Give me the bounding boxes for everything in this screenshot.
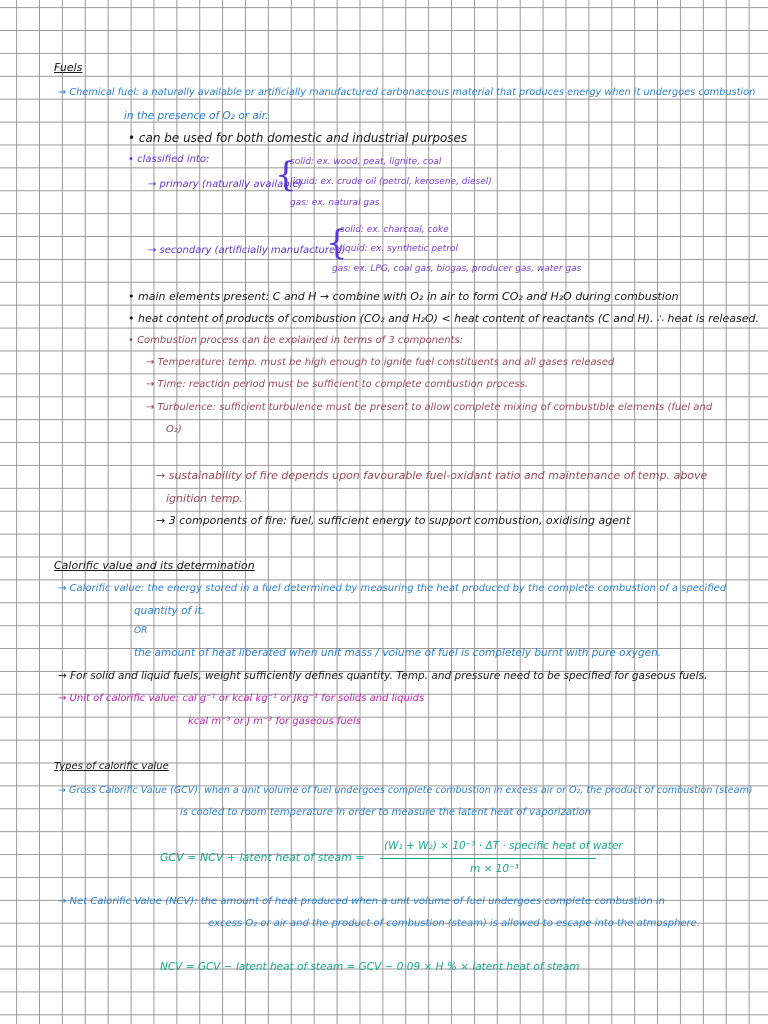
- time-component: → Time: reaction period must be sufficient to complete combustion process.: [146, 379, 529, 390]
- primary-liquid: liquid: ex. crude oil (petrol, kerosene, diesel): [290, 177, 492, 187]
- secondary-solid: solid: ex. charcoal, coke: [340, 225, 449, 235]
- main-elements: • main elements present: C and H → combine with O₂ in air to form CO₂ and H₂O during combustion: [128, 290, 679, 303]
- gcv-definition-cont: is cooled to room temperature in order to measure the latent heat of vaporization: [180, 807, 592, 818]
- temperature-component: → Temperature: temp. must be high enough to ignite fuel constituents and all gases released: [146, 357, 615, 368]
- calorific-value-definition: → Calorific value: the energy stored in a fuel determined by measuring the heat produced by the complete combustion of a specified: [58, 583, 727, 594]
- secondary-liquid: liquid: ex. synthetic petrol: [340, 244, 458, 254]
- ncv-definition-cont: excess O₂ or air and the product of combustion (steam) is allowed to escape into the atmosphere.: [208, 918, 700, 929]
- bullet-classified: • classified into:: [128, 154, 210, 165]
- sustainability-note-cont: ignition temp.: [166, 492, 243, 505]
- primary-gas: gas: ex. natural gas: [290, 198, 380, 208]
- gcv-fraction-bar: [380, 858, 596, 859]
- bullet-uses: • can be used for both domestic and industrial purposes: [128, 131, 468, 145]
- calorific-value-definition-cont: quantity of it.: [134, 605, 205, 617]
- secondary-brace-icon: {: [326, 223, 348, 263]
- sustainability-note: → sustainability of fire depends upon favourable fuel-oxidant ratio and maintenance of temp. above: [156, 469, 708, 482]
- gcv-equation-lhs: GCV = NCV + latent heat of steam =: [160, 851, 365, 864]
- unit-line-2: kcal m⁻³ or J m⁻³ for gaseous fuels: [188, 716, 361, 727]
- ncv-equation: NCV = GCV − latent heat of steam = GCV − 0·09 × H % × latent heat of steam: [160, 961, 580, 973]
- combustion-process: • Combustion process can be explained in terms of 3 components:: [128, 335, 464, 346]
- unit-line-1: → Unit of calorific value: cal g⁻¹ or kcal kg⁻¹ or Jkg⁻¹ for solids and liquids: [58, 693, 425, 704]
- gcv-definition: → Gross Calorific Value (GCV): when a unit volume of fuel undergoes complete combustion in excess air or O₂, the product of combustion (steam): [58, 785, 753, 796]
- chemical-fuel-definition: → Chemical fuel: a naturally available or artificially manufactured carbonaceous material that produces energy when it undergoes combustion: [58, 87, 756, 98]
- primary-solid: solid: ex. wood, peat, lignite, coal: [290, 157, 442, 167]
- secondary-label: → secondary (artificially manufactured): [148, 245, 346, 256]
- fire-components: → 3 components of fire: fuel, sufficient energy to support combustion, oxidising agent: [156, 514, 631, 527]
- turbulence-component-cont: O₂): [166, 424, 182, 435]
- primary-brace-icon: {: [275, 155, 297, 195]
- chemical-fuel-definition-cont: in the presence of O₂ or air.: [124, 110, 269, 122]
- secondary-gas: gas: ex. LPG, coal gas, biogas, producer gas, water gas: [332, 264, 582, 274]
- heading-fuels: Fuels: [54, 61, 83, 74]
- turbulence-component: → Turbulence: sufficient turbulence must be present to allow complete mixing of combustible elements (fuel and: [146, 402, 713, 413]
- or-separator: OR: [134, 626, 148, 636]
- solid-liquid-note: → For solid and liquid fuels, weight sufficiently defines quantity. Temp. and pressure need to be specified for gaseous fuels.: [58, 670, 708, 682]
- ncv-definition: → Net Calorific Value (NCV): the amount of heat produced when a unit volume of fuel undergoes complete combustion in: [58, 896, 666, 907]
- gcv-equation-numerator: (W₁ + W₂) × 10⁻³ · ΔT · specific heat of water: [384, 840, 623, 852]
- gcv-equation-denominator: m × 10⁻³: [470, 863, 519, 875]
- calorific-value-alt-definition: the amount of heat liberated when unit mass / volume of fuel is completely burnt with pure oxygen.: [134, 647, 662, 659]
- heat-content: • heat content of products of combustion (CO₂ and H₂O) < heat content of reactants (C and H). ∴ heat is released.: [128, 312, 759, 325]
- primary-label: → primary (naturally available): [148, 179, 303, 190]
- heading-calorific-value: Calorific value and its determination: [54, 559, 255, 572]
- heading-types: Types of calorific value: [54, 761, 169, 772]
